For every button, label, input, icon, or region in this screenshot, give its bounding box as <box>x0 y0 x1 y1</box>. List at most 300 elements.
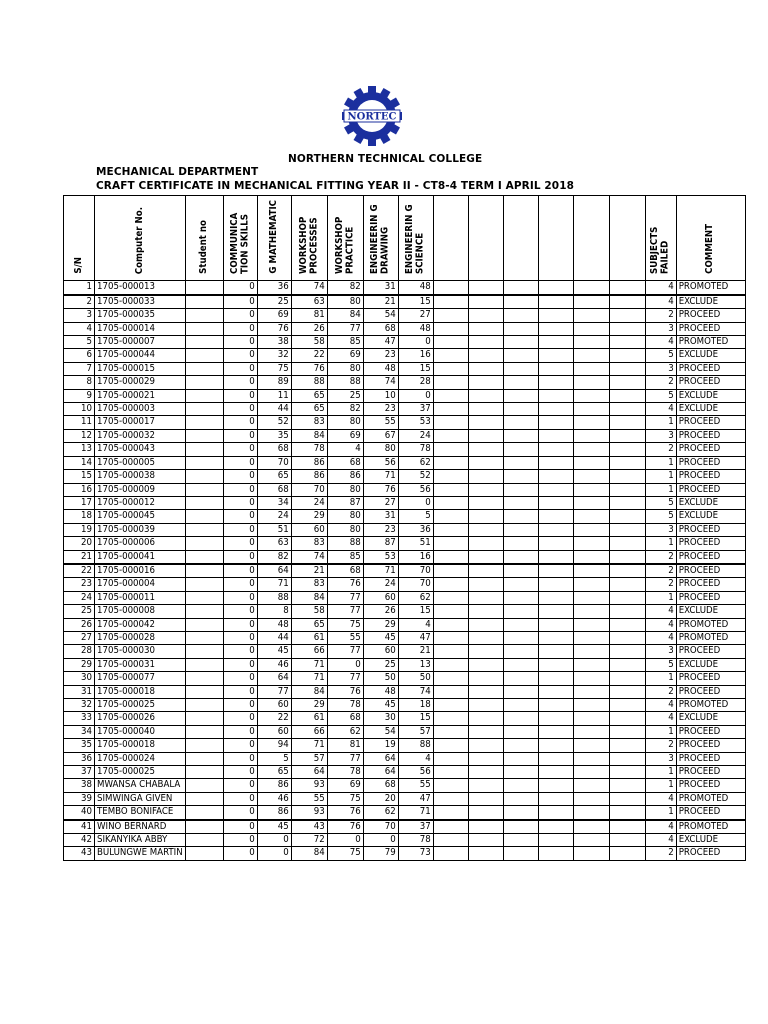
table-cell: 12 <box>64 429 95 442</box>
table-row <box>64 281 746 295</box>
table-cell: 2 <box>645 847 676 860</box>
empty-cell <box>185 309 223 322</box>
table-cell: 0 <box>223 336 257 349</box>
table-cell: 69 <box>327 349 363 362</box>
empty-cell <box>573 295 609 309</box>
empty-cell <box>538 362 573 375</box>
table-cell: 1705-000003 <box>95 403 186 416</box>
table-cell: 1705-000040 <box>95 725 186 738</box>
empty-cell <box>433 739 468 752</box>
empty-cell <box>609 456 645 469</box>
empty-cell <box>609 645 645 658</box>
table-cell: 45 <box>257 820 291 834</box>
table-cell: 75 <box>327 847 363 860</box>
empty-cell <box>609 295 645 309</box>
empty-cell <box>468 685 503 698</box>
empty-cell <box>503 658 538 671</box>
table-cell: 1705-000045 <box>95 510 186 523</box>
empty-cell <box>609 470 645 483</box>
empty-cell <box>433 658 468 671</box>
empty-cell <box>433 295 468 309</box>
table-cell: EXCLUDE <box>676 605 745 618</box>
empty-cell <box>538 322 573 335</box>
table-cell: 88 <box>327 376 363 389</box>
table-cell: 55 <box>291 792 327 805</box>
table-cell: 0 <box>223 672 257 685</box>
table-cell: PROCEED <box>676 376 745 389</box>
empty-cell <box>185 443 223 456</box>
empty-cell <box>185 645 223 658</box>
empty-cell <box>468 537 503 550</box>
table-cell: 1705-000025 <box>95 766 186 779</box>
table-cell: 1 <box>645 416 676 429</box>
table-cell: 47 <box>398 792 433 805</box>
empty-cell <box>433 336 468 349</box>
table-cell: 25 <box>327 389 363 402</box>
empty-cell <box>468 362 503 375</box>
table-cell: 1705-000018 <box>95 739 186 752</box>
table-cell: PROCEED <box>676 752 745 765</box>
empty-cell <box>538 456 573 469</box>
empty-cell <box>538 766 573 779</box>
empty-cell <box>573 658 609 671</box>
table-cell: 52 <box>398 470 433 483</box>
table-cell: 93 <box>291 779 327 792</box>
table-cell: 68 <box>363 779 398 792</box>
table-cell: PROMOTED <box>676 792 745 805</box>
table-cell: 88 <box>398 739 433 752</box>
table-cell: PROMOTED <box>676 699 745 712</box>
table-cell: EXCLUDE <box>676 510 745 523</box>
table-cell: 0 <box>223 322 257 335</box>
table-cell: 1 <box>64 281 95 295</box>
table-row <box>64 510 746 523</box>
empty-cell <box>185 779 223 792</box>
table-cell: 23 <box>64 578 95 591</box>
table-cell: 0 <box>223 523 257 536</box>
empty-cell <box>468 564 503 578</box>
table-cell: 23 <box>363 403 398 416</box>
table-cell: 87 <box>327 496 363 509</box>
empty-cell <box>185 847 223 860</box>
empty-cell <box>468 389 503 402</box>
table-cell: 15 <box>398 362 433 375</box>
empty-cell <box>433 496 468 509</box>
table-cell: 22 <box>291 349 327 362</box>
empty-cell <box>433 389 468 402</box>
table-row <box>64 779 746 792</box>
table-cell: 48 <box>398 322 433 335</box>
table-cell: 16 <box>398 349 433 362</box>
column-header <box>327 196 363 281</box>
empty-cell <box>609 322 645 335</box>
table-cell: 28 <box>398 376 433 389</box>
table-cell: 0 <box>223 820 257 834</box>
table-cell: 64 <box>363 752 398 765</box>
table-cell: 28 <box>64 645 95 658</box>
empty-cell <box>538 496 573 509</box>
table-cell: 63 <box>291 295 327 309</box>
table-cell: MWANSA CHABALA <box>95 779 186 792</box>
table-cell: 0 <box>223 537 257 550</box>
empty-cell <box>609 362 645 375</box>
table-cell: 34 <box>64 725 95 738</box>
table-cell: 30 <box>64 672 95 685</box>
table-cell: 31 <box>64 685 95 698</box>
column-header-label: WORKSHOP PRACTICE <box>333 216 356 274</box>
table-cell: 13 <box>398 658 433 671</box>
table-cell: 87 <box>363 537 398 550</box>
table-cell: PROCEED <box>676 470 745 483</box>
empty-cell <box>538 699 573 712</box>
empty-cell <box>503 483 538 496</box>
table-cell: 1 <box>645 806 676 820</box>
table-cell: 35 <box>64 739 95 752</box>
empty-cell <box>538 792 573 805</box>
table-row <box>64 766 746 779</box>
table-cell: 84 <box>291 591 327 604</box>
empty-cell <box>538 806 573 820</box>
empty-cell <box>609 834 645 847</box>
table-cell: 42 <box>64 834 95 847</box>
empty-cell <box>468 672 503 685</box>
table-cell: PROCEED <box>676 523 745 536</box>
empty-cell <box>185 550 223 564</box>
table-cell: 51 <box>398 537 433 550</box>
table-cell: PROCEED <box>676 483 745 496</box>
empty-cell <box>433 281 468 295</box>
table-cell: 4 <box>645 712 676 725</box>
table-row <box>64 618 746 631</box>
empty-cell <box>503 779 538 792</box>
table-cell: 4 <box>645 834 676 847</box>
empty-cell <box>573 672 609 685</box>
empty-cell <box>538 834 573 847</box>
table-cell: 0 <box>223 699 257 712</box>
empty-cell <box>573 766 609 779</box>
table-cell: 56 <box>363 456 398 469</box>
empty-cell <box>503 752 538 765</box>
table-cell: 48 <box>363 362 398 375</box>
table-cell: 1705-000043 <box>95 443 186 456</box>
table-cell: 1705-000021 <box>95 389 186 402</box>
table-cell: 5 <box>645 510 676 523</box>
empty-cell <box>185 591 223 604</box>
table-cell: 71 <box>398 806 433 820</box>
table-cell: 4 <box>645 699 676 712</box>
empty-cell <box>609 739 645 752</box>
empty-cell <box>185 496 223 509</box>
column-header-label: COMMENT <box>704 224 716 274</box>
empty-cell <box>573 645 609 658</box>
empty-cell <box>609 591 645 604</box>
empty-cell <box>433 834 468 847</box>
table-cell: 84 <box>291 429 327 442</box>
empty-cell <box>185 403 223 416</box>
empty-cell <box>433 725 468 738</box>
empty-cell <box>609 389 645 402</box>
empty-cell <box>468 645 503 658</box>
table-cell: 1705-000077 <box>95 672 186 685</box>
table-cell: 4 <box>398 618 433 631</box>
table-cell: 15 <box>398 605 433 618</box>
table-cell: 2 <box>645 685 676 698</box>
empty-cell <box>468 779 503 792</box>
table-cell: 0 <box>223 806 257 820</box>
empty-cell <box>573 523 609 536</box>
table-cell: 77 <box>327 605 363 618</box>
table-row <box>64 725 746 738</box>
table-cell: 76 <box>291 362 327 375</box>
empty-cell <box>503 766 538 779</box>
empty-cell <box>503 470 538 483</box>
table-cell: 4 <box>645 618 676 631</box>
table-cell: 83 <box>291 578 327 591</box>
table-row <box>64 685 746 698</box>
empty-cell <box>609 847 645 860</box>
empty-cell <box>538 578 573 591</box>
table-cell: 20 <box>363 792 398 805</box>
table-row <box>64 456 746 469</box>
table-row <box>64 752 746 765</box>
empty-cell <box>468 281 503 295</box>
table-cell: 78 <box>398 443 433 456</box>
empty-cell <box>185 349 223 362</box>
table-cell: 0 <box>223 403 257 416</box>
empty-cell <box>503 578 538 591</box>
table-cell: 1705-000029 <box>95 376 186 389</box>
table-cell: 24 <box>291 496 327 509</box>
table-cell: 52 <box>257 416 291 429</box>
table-cell: 14 <box>64 456 95 469</box>
table-cell: 18 <box>64 510 95 523</box>
column-header <box>468 196 503 281</box>
empty-cell <box>609 658 645 671</box>
table-cell: 1 <box>645 456 676 469</box>
table-cell: 60 <box>257 725 291 738</box>
table-cell: 0 <box>223 510 257 523</box>
empty-cell <box>609 618 645 631</box>
empty-cell <box>503 739 538 752</box>
empty-cell <box>538 685 573 698</box>
table-cell: 9 <box>64 389 95 402</box>
empty-cell <box>609 309 645 322</box>
empty-cell <box>573 685 609 698</box>
table-cell: 1705-000024 <box>95 752 186 765</box>
empty-cell <box>468 322 503 335</box>
table-cell: 21 <box>398 645 433 658</box>
table-cell: 71 <box>257 578 291 591</box>
table-cell: 37 <box>64 766 95 779</box>
table-cell: 0 <box>257 847 291 860</box>
table-cell: 36 <box>64 752 95 765</box>
empty-cell <box>468 766 503 779</box>
table-cell: 1 <box>645 470 676 483</box>
table-cell: 0 <box>223 631 257 644</box>
table-cell: 27 <box>363 496 398 509</box>
empty-cell <box>609 766 645 779</box>
empty-cell <box>573 725 609 738</box>
empty-cell <box>185 631 223 644</box>
empty-cell <box>503 591 538 604</box>
table-cell: PROCEED <box>676 766 745 779</box>
empty-cell <box>433 550 468 564</box>
empty-cell <box>609 631 645 644</box>
table-row <box>64 429 746 442</box>
table-cell: EXCLUDE <box>676 658 745 671</box>
empty-cell <box>433 591 468 604</box>
table-cell: 0 <box>223 349 257 362</box>
empty-cell <box>503 699 538 712</box>
table-cell: 70 <box>363 820 398 834</box>
empty-cell <box>185 578 223 591</box>
table-cell: 0 <box>223 712 257 725</box>
table-cell: 43 <box>64 847 95 860</box>
empty-cell <box>573 699 609 712</box>
empty-cell <box>503 456 538 469</box>
table-row <box>64 403 746 416</box>
table-cell: 1705-000017 <box>95 416 186 429</box>
empty-cell <box>573 429 609 442</box>
header-row <box>64 196 746 281</box>
column-header-label: Computer No. <box>133 206 145 274</box>
empty-cell <box>538 429 573 442</box>
table-cell: PROCEED <box>676 362 745 375</box>
table-cell: 86 <box>291 470 327 483</box>
table-cell: 1705-000011 <box>95 591 186 604</box>
table-cell: 4 <box>645 403 676 416</box>
table-cell: 1705-000033 <box>95 295 186 309</box>
empty-cell <box>503 349 538 362</box>
table-cell: 57 <box>398 725 433 738</box>
empty-cell <box>503 309 538 322</box>
column-header <box>609 196 645 281</box>
table-cell: 53 <box>398 416 433 429</box>
table-cell: 60 <box>291 523 327 536</box>
table-cell: 65 <box>291 389 327 402</box>
table-cell: 4 <box>645 792 676 805</box>
empty-cell <box>609 281 645 295</box>
table-cell: 55 <box>398 779 433 792</box>
empty-cell <box>185 510 223 523</box>
table-cell: 74 <box>291 550 327 564</box>
table-cell: 70 <box>398 564 433 578</box>
empty-cell <box>468 739 503 752</box>
empty-cell <box>468 470 503 483</box>
column-header <box>257 196 291 281</box>
table-cell: 3 <box>645 429 676 442</box>
table-cell: 69 <box>327 429 363 442</box>
empty-cell <box>538 712 573 725</box>
table-cell: 76 <box>363 483 398 496</box>
table-cell: 2 <box>645 376 676 389</box>
table-cell: EXCLUDE <box>676 349 745 362</box>
table-cell: 27 <box>398 309 433 322</box>
table-cell: 29 <box>363 618 398 631</box>
table-cell: 7 <box>64 362 95 375</box>
table-cell: PROCEED <box>676 309 745 322</box>
table-cell: 1705-000026 <box>95 712 186 725</box>
table-cell: 76 <box>327 820 363 834</box>
table-cell: 78 <box>398 834 433 847</box>
empty-cell <box>573 537 609 550</box>
table-cell: EXCLUDE <box>676 712 745 725</box>
empty-cell <box>468 349 503 362</box>
table-row <box>64 416 746 429</box>
table-cell: PROCEED <box>676 416 745 429</box>
table-cell: 2 <box>645 309 676 322</box>
table-cell: 64 <box>257 564 291 578</box>
table-cell: 47 <box>363 336 398 349</box>
empty-cell <box>573 591 609 604</box>
table-cell: 77 <box>257 685 291 698</box>
empty-cell <box>185 618 223 631</box>
empty-cell <box>573 631 609 644</box>
table-cell: 88 <box>257 591 291 604</box>
empty-cell <box>503 443 538 456</box>
table-cell: 4 <box>645 631 676 644</box>
table-cell: 77 <box>327 752 363 765</box>
table-cell: 0 <box>223 752 257 765</box>
column-header <box>291 196 327 281</box>
table-cell: 70 <box>398 578 433 591</box>
empty-cell <box>609 806 645 820</box>
empty-cell <box>609 699 645 712</box>
table-cell: 68 <box>363 322 398 335</box>
empty-cell <box>538 631 573 644</box>
table-cell: 1705-000035 <box>95 309 186 322</box>
empty-cell <box>503 564 538 578</box>
table-row <box>64 496 746 509</box>
empty-cell <box>468 699 503 712</box>
table-cell: 60 <box>363 591 398 604</box>
table-cell: 64 <box>257 672 291 685</box>
table-cell: 10 <box>64 403 95 416</box>
table-cell: 16 <box>398 550 433 564</box>
table-cell: 44 <box>257 631 291 644</box>
empty-cell <box>538 443 573 456</box>
table-cell: 0 <box>223 443 257 456</box>
svg-text:NORTEC: NORTEC <box>347 111 397 123</box>
empty-cell <box>185 699 223 712</box>
table-cell: 25 <box>363 658 398 671</box>
table-cell: 0 <box>223 550 257 564</box>
table-cell: 69 <box>327 779 363 792</box>
table-cell: 61 <box>291 712 327 725</box>
empty-cell <box>609 578 645 591</box>
empty-cell <box>609 725 645 738</box>
table-cell: 8 <box>64 376 95 389</box>
empty-cell <box>433 766 468 779</box>
empty-cell <box>468 712 503 725</box>
table-cell: PROCEED <box>676 739 745 752</box>
table-cell: 0 <box>223 847 257 860</box>
column-header <box>538 196 573 281</box>
empty-cell <box>185 470 223 483</box>
table-cell: 32 <box>257 349 291 362</box>
empty-cell <box>185 605 223 618</box>
table-cell: 54 <box>363 309 398 322</box>
table-cell: 0 <box>327 658 363 671</box>
table-cell: 80 <box>327 362 363 375</box>
table-cell: 45 <box>363 699 398 712</box>
table-cell: 1705-000038 <box>95 470 186 483</box>
table-row <box>64 443 746 456</box>
column-header <box>64 196 95 281</box>
empty-cell <box>609 685 645 698</box>
empty-cell <box>468 806 503 820</box>
empty-cell <box>538 523 573 536</box>
